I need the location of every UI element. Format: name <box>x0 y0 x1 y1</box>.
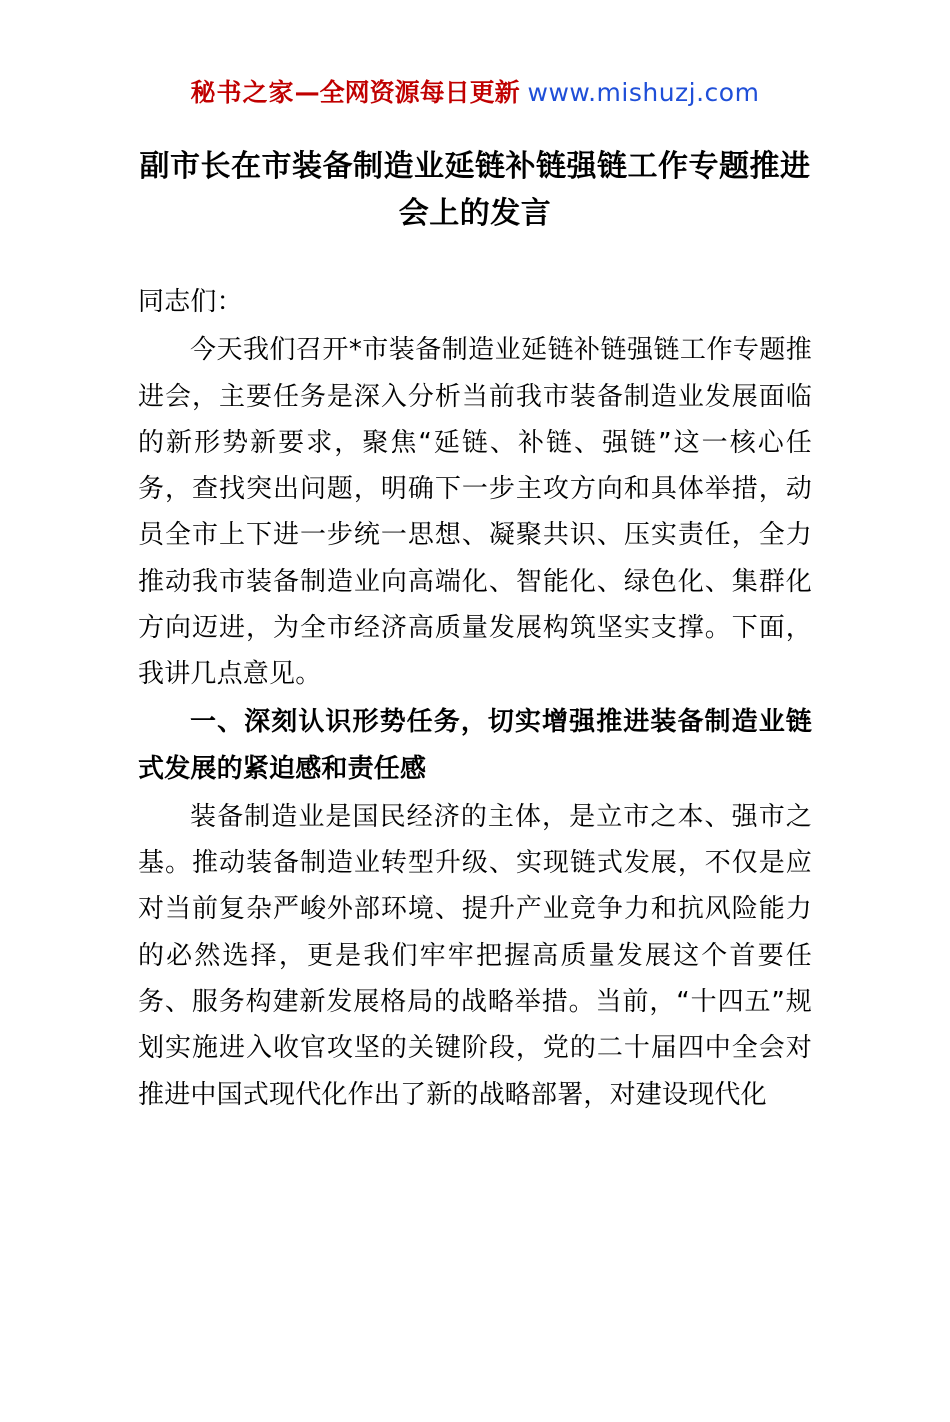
document-page <box>0 78 950 1422</box>
document-body <box>138 279 812 1118</box>
site-brand: 秘书之家 <box>190 78 295 107</box>
site-watermark <box>138 78 812 108</box>
paragraph-section-one-body: 装备制造业是国民经济的主体，是立市之本、强市之基。推动装备制造业转型升级、实现链式发展，不仅是应对当前复杂严峻外部环境、提升产业竞争力和抗风险能力的必然选择，更是我们牢牢把握高质量发展这个首要任务、服务构建新发展格局的战略举措。当前，“十四五”规划实施进入收官攻坚的关键阶段，党的二十届四中全会对推进中国式现代化作出了新的战略部署，对建设现代化 <box>138 801 812 1110</box>
page-title: 副市长在市装备制造业延链补链强链工作专题推进会上的发言 <box>139 149 811 231</box>
paragraph-opening: 今天我们召开*市装备制造业延链补链强链工作专题推进会，主要任务是深入分析当前我市装备制造业发展面临的新形势新要求，聚焦“延链、补链、强链”这一核心任务，查找突出问题，明确下一步主攻方向和具体举措，动员全市上下进一步统一思想、凝聚共识、压实责任，全力推动我市装备制造业向高端化、智能化、绿色化、集群化方向迈进，为全市经济高质量发展构筑坚实支撑。下面，我讲几点意见。 <box>138 335 812 690</box>
site-tagline: —全网资源每日更新 <box>294 78 520 107</box>
section-heading-one: 一、深刻认识形势任务，切实增强推进装备制造业链式发展的紧迫感和责任感 <box>138 707 812 784</box>
paragraph-salutation: 同志们： <box>138 287 243 317</box>
site-url[interactable]: www.mishuzj.com <box>527 78 760 107</box>
